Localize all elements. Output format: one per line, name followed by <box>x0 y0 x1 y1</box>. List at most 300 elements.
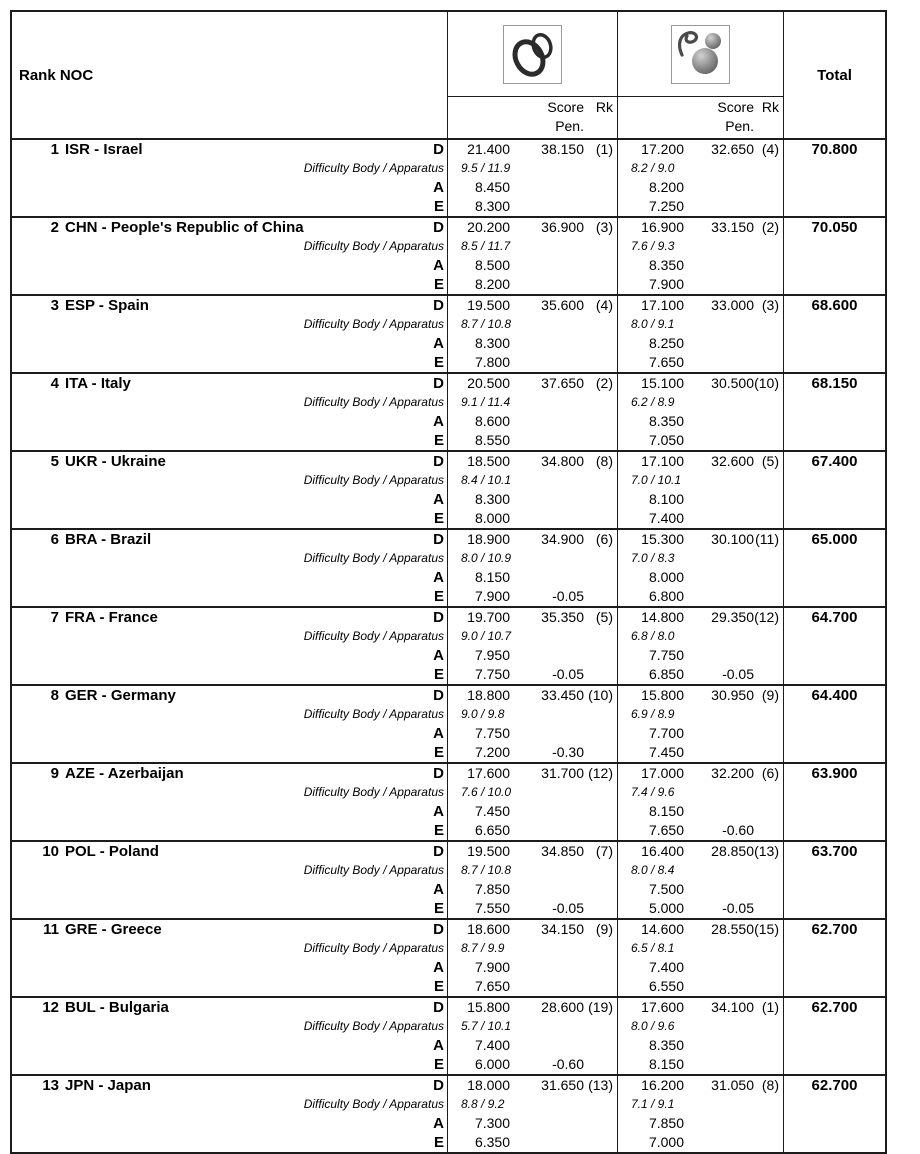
team-rank: 9 <box>50 765 59 782</box>
a-line <box>12 1114 885 1133</box>
app1-penalty-value <box>510 197 584 216</box>
a-score-label: A <box>433 335 444 352</box>
rk-column-header: Rk <box>595 99 613 115</box>
difficulty-line <box>12 549 885 568</box>
team-rank: 12 <box>42 999 59 1016</box>
app2-d-value: 17.100 <box>641 297 684 313</box>
team-total-score: 62.700 <box>783 1076 885 1095</box>
app1-e-value: 8.200 <box>474 276 510 292</box>
team-result-block <box>12 684 885 762</box>
app2-penalty-value: -0.05 <box>722 666 754 682</box>
team-result-block <box>12 528 885 606</box>
app2-rank-value: (9) <box>761 687 779 703</box>
team-rank: 3 <box>50 297 59 314</box>
a-score-label: A <box>433 647 444 664</box>
app2-score-value: 28.550 <box>711 921 754 937</box>
apparatus-2-subheader <box>618 97 783 138</box>
difficulty-line <box>12 705 885 724</box>
d-line <box>12 920 885 939</box>
d-score-label: D <box>433 843 444 860</box>
e-score-label: E <box>433 276 444 293</box>
app1-rank-value: (5) <box>595 609 613 625</box>
app2-d-value: 15.100 <box>641 375 684 391</box>
difficulty-line <box>12 159 885 178</box>
e-line <box>12 899 885 918</box>
app1-rank-value: (10) <box>588 687 613 703</box>
app1-a-value: 8.600 <box>474 413 510 429</box>
e-score-label: E <box>433 354 444 371</box>
team-rank: 7 <box>50 609 59 626</box>
app2-a-value: 8.250 <box>648 335 684 351</box>
app1-d-value: 18.000 <box>467 1077 510 1093</box>
team-noc-name: ITA - Italy <box>65 375 131 392</box>
d-score-label: D <box>433 1077 444 1094</box>
app1-d-value: 19.500 <box>467 843 510 859</box>
app1-score-value: 34.800 <box>541 453 584 469</box>
app2-rank-value: (10) <box>754 375 779 391</box>
app1-a-value: 8.300 <box>474 335 510 351</box>
app1-score-value: 38.150 <box>541 141 584 157</box>
team-total-score: 68.600 <box>783 296 885 315</box>
team-result-block <box>12 294 885 372</box>
app2-e-value: 6.550 <box>648 978 684 994</box>
d-score-label: D <box>433 375 444 392</box>
app1-score-value: 37.650 <box>541 375 584 391</box>
score-column-header: Score <box>717 99 754 115</box>
team-result-block <box>12 762 885 840</box>
app2-a-value: 8.350 <box>648 413 684 429</box>
d-score-label: D <box>433 219 444 236</box>
app1-d-value: 17.600 <box>467 765 510 781</box>
team-result-block <box>12 450 885 528</box>
app1-rank-value: (2) <box>595 375 613 391</box>
app1-a-value: 8.450 <box>474 179 510 195</box>
difficulty-label: Difficulty Body / Apparatus <box>303 161 444 175</box>
app2-score-value: 29.350 <box>711 609 754 625</box>
e-line <box>12 431 885 450</box>
app2-penalty-value <box>684 743 754 762</box>
app2-a-value: 7.850 <box>648 1115 684 1131</box>
a-line <box>12 646 885 665</box>
difficulty-line <box>12 939 885 958</box>
app2-score-value: 32.600 <box>711 453 754 469</box>
app1-difficulty-values: 8.8 / 9.2 <box>461 1097 505 1111</box>
total-column-header: Total <box>783 12 885 138</box>
app1-e-value: 8.000 <box>474 510 510 526</box>
app2-e-value: 7.450 <box>648 744 684 760</box>
a-line <box>12 178 885 197</box>
app1-d-value: 20.200 <box>467 219 510 235</box>
d-line <box>12 764 885 783</box>
app2-e-value: 6.850 <box>648 666 684 682</box>
d-line <box>12 140 885 159</box>
app1-penalty-value: -0.30 <box>552 744 584 760</box>
a-score-label: A <box>433 569 444 586</box>
app2-e-value: 7.250 <box>648 198 684 214</box>
app2-penalty-value <box>684 587 754 606</box>
difficulty-label: Difficulty Body / Apparatus <box>303 239 444 253</box>
app2-penalty-value: -0.05 <box>722 900 754 916</box>
d-line <box>12 530 885 549</box>
app2-e-value: 7.400 <box>648 510 684 526</box>
difficulty-line <box>12 861 885 880</box>
a-score-label: A <box>433 881 444 898</box>
app2-rank-value: (5) <box>761 453 779 469</box>
app1-a-value: 7.950 <box>474 647 510 663</box>
app2-a-value: 7.500 <box>648 881 684 897</box>
app2-score-value: 32.650 <box>711 141 754 157</box>
app2-difficulty-values: 7.1 / 9.1 <box>631 1097 675 1111</box>
e-score-label: E <box>433 432 444 449</box>
app2-difficulty-values: 8.0 / 8.4 <box>631 863 675 877</box>
app2-a-value: 8.000 <box>648 569 684 585</box>
app2-penalty-value <box>684 275 754 294</box>
app2-rank-value: (12) <box>754 609 779 625</box>
app2-score-value: 31.050 <box>711 1077 754 1093</box>
app2-penalty-value <box>684 1055 754 1074</box>
team-result-block <box>12 996 885 1074</box>
app1-rank-value: (4) <box>595 297 613 313</box>
app2-e-value: 7.050 <box>648 432 684 448</box>
a-line <box>12 412 885 431</box>
app1-difficulty-values: 8.0 / 10.9 <box>461 551 512 565</box>
app1-e-value: 6.000 <box>474 1056 510 1072</box>
e-line <box>12 1133 885 1152</box>
d-line <box>12 452 885 471</box>
app1-penalty-value <box>510 275 584 294</box>
app2-a-value: 8.200 <box>648 179 684 195</box>
app1-e-value: 7.650 <box>474 978 510 994</box>
app1-score-value: 34.900 <box>541 531 584 547</box>
team-total-score: 62.700 <box>783 998 885 1017</box>
app2-score-value: 30.100 <box>711 531 754 547</box>
app1-difficulty-values: 9.0 / 9.8 <box>461 707 505 721</box>
app1-penalty-value <box>510 509 584 528</box>
app1-a-value: 8.300 <box>474 491 510 507</box>
app2-rank-value: (11) <box>755 531 779 547</box>
team-total-score: 63.900 <box>783 764 885 783</box>
app2-e-value: 8.150 <box>648 1056 684 1072</box>
a-line <box>12 256 885 275</box>
app2-d-value: 17.000 <box>641 765 684 781</box>
app2-difficulty-values: 6.5 / 8.1 <box>631 941 675 955</box>
app1-e-value: 7.550 <box>474 900 510 916</box>
app1-e-value: 7.200 <box>474 744 510 760</box>
app2-difficulty-values: 6.2 / 8.9 <box>631 395 675 409</box>
difficulty-label: Difficulty Body / Apparatus <box>303 785 444 799</box>
app1-d-value: 21.400 <box>467 141 510 157</box>
app1-score-value: 34.150 <box>541 921 584 937</box>
app2-e-value: 7.650 <box>648 822 684 838</box>
app1-rank-value: (9) <box>595 921 613 937</box>
difficulty-line <box>12 1017 885 1036</box>
table-header <box>12 12 885 138</box>
e-score-label: E <box>433 198 444 215</box>
app2-e-value: 5.000 <box>648 900 684 916</box>
app1-score-value: 34.850 <box>541 843 584 859</box>
d-score-label: D <box>433 141 444 158</box>
difficulty-label: Difficulty Body / Apparatus <box>303 473 444 487</box>
difficulty-label: Difficulty Body / Apparatus <box>303 707 444 721</box>
app1-e-value: 7.750 <box>474 666 510 682</box>
app2-difficulty-values: 7.0 / 10.1 <box>631 473 682 487</box>
app1-a-value: 7.900 <box>474 959 510 975</box>
app2-difficulty-values: 7.0 / 8.3 <box>631 551 675 565</box>
app1-difficulty-values: 9.1 / 11.4 <box>461 395 511 409</box>
app2-difficulty-values: 6.8 / 8.0 <box>631 629 675 643</box>
app2-penalty-value: -0.60 <box>722 822 754 838</box>
e-score-label: E <box>433 978 444 995</box>
app1-penalty-value <box>510 431 584 450</box>
d-score-label: D <box>433 297 444 314</box>
apparatus-2-icon-area <box>618 12 783 97</box>
app1-rank-value: (8) <box>595 453 613 469</box>
app1-rank-value: (19) <box>588 999 613 1015</box>
team-rank: 4 <box>50 375 59 392</box>
team-rank: 6 <box>50 531 59 548</box>
app2-rank-value: (15) <box>754 921 779 937</box>
app2-score-value: 32.200 <box>711 765 754 781</box>
team-rank: 10 <box>42 843 59 860</box>
app1-score-value: 31.700 <box>541 765 584 781</box>
app2-d-value: 17.600 <box>641 999 684 1015</box>
a-line <box>12 1036 885 1055</box>
team-result-block <box>12 216 885 294</box>
a-score-label: A <box>433 257 444 274</box>
e-score-label: E <box>433 588 444 605</box>
app1-penalty-value: -0.05 <box>552 588 584 604</box>
app2-difficulty-values: 7.6 / 9.3 <box>631 239 675 253</box>
app1-e-value: 6.350 <box>474 1134 510 1150</box>
d-score-label: D <box>433 687 444 704</box>
app1-a-value: 7.400 <box>474 1037 510 1053</box>
app2-difficulty-values: 6.9 / 8.9 <box>631 707 675 721</box>
team-total-score: 62.700 <box>783 920 885 939</box>
app1-score-value: 35.600 <box>541 297 584 313</box>
app1-e-value: 7.800 <box>474 354 510 370</box>
app2-a-value: 8.350 <box>648 257 684 273</box>
app2-a-value: 8.150 <box>648 803 684 819</box>
d-line <box>12 374 885 393</box>
difficulty-line <box>12 783 885 802</box>
app2-e-value: 6.800 <box>648 588 684 604</box>
difficulty-line <box>12 1095 885 1114</box>
app2-d-value: 16.900 <box>641 219 684 235</box>
team-noc-name: GER - Germany <box>65 687 176 704</box>
team-rank: 11 <box>43 921 59 938</box>
app1-penalty-value <box>510 821 584 840</box>
difficulty-label: Difficulty Body / Apparatus <box>303 551 444 565</box>
team-rank: 13 <box>42 1077 59 1094</box>
app2-d-value: 15.800 <box>641 687 684 703</box>
team-noc-name: BUL - Bulgaria <box>65 999 169 1016</box>
app1-rank-value: (13) <box>588 1077 613 1093</box>
app1-d-value: 18.800 <box>467 687 510 703</box>
a-score-label: A <box>433 413 444 430</box>
app1-d-value: 18.500 <box>467 453 510 469</box>
a-line <box>12 568 885 587</box>
e-score-label: E <box>433 900 444 917</box>
team-result-block <box>12 1074 885 1152</box>
difficulty-label: Difficulty Body / Apparatus <box>303 941 444 955</box>
app1-difficulty-values: 8.7 / 9.9 <box>461 941 505 955</box>
d-line <box>12 998 885 1017</box>
d-line <box>12 686 885 705</box>
a-line <box>12 958 885 977</box>
app1-difficulty-values: 9.5 / 11.9 <box>461 161 511 175</box>
a-score-label: A <box>433 491 444 508</box>
app2-difficulty-values: 7.4 / 9.6 <box>631 785 675 799</box>
team-result-block <box>12 606 885 684</box>
team-total-score: 64.400 <box>783 686 885 705</box>
rank-noc-header: Rank NOC <box>19 66 94 84</box>
app2-difficulty-values: 8.0 / 9.1 <box>631 317 675 331</box>
difficulty-line <box>12 393 885 412</box>
difficulty-label: Difficulty Body / Apparatus <box>303 1097 444 1111</box>
app1-rank-value: (7) <box>595 843 613 859</box>
app1-difficulty-values: 7.6 / 10.0 <box>461 785 512 799</box>
team-noc-name: FRA - France <box>65 609 158 626</box>
a-score-label: A <box>433 725 444 742</box>
app1-a-value: 7.450 <box>474 803 510 819</box>
team-total-score: 65.000 <box>783 530 885 549</box>
team-result-block <box>12 840 885 918</box>
e-line <box>12 665 885 684</box>
results-table <box>10 10 887 1154</box>
pen-column-header: Pen. <box>725 118 754 134</box>
difficulty-label: Difficulty Body / Apparatus <box>303 1019 444 1033</box>
app2-d-value: 14.600 <box>641 921 684 937</box>
app1-a-value: 7.300 <box>474 1115 510 1131</box>
app1-d-value: 15.800 <box>467 999 510 1015</box>
app1-a-value: 7.750 <box>474 725 510 741</box>
app2-score-value: 33.150 <box>711 219 754 235</box>
app1-score-value: 28.600 <box>541 999 584 1015</box>
app1-rank-value: (12) <box>588 765 613 781</box>
team-result-block <box>12 372 885 450</box>
score-column-header: Score <box>547 99 584 115</box>
app1-e-value: 6.650 <box>474 822 510 838</box>
app1-penalty-value <box>510 977 584 996</box>
a-line <box>12 490 885 509</box>
team-total-score: 63.700 <box>783 842 885 861</box>
e-line <box>12 977 885 996</box>
team-noc-name: GRE - Greece <box>65 921 162 938</box>
hoops-apparatus-icon <box>503 25 562 84</box>
difficulty-line <box>12 315 885 334</box>
app2-a-value: 8.350 <box>648 1037 684 1053</box>
app1-e-value: 8.300 <box>474 198 510 214</box>
e-line <box>12 353 885 372</box>
apparatus-2-header <box>617 12 783 138</box>
app2-a-value: 8.100 <box>648 491 684 507</box>
app1-difficulty-values: 8.5 / 11.7 <box>461 239 511 253</box>
app2-penalty-value <box>684 509 754 528</box>
team-total-score: 64.700 <box>783 608 885 627</box>
difficulty-line <box>12 627 885 646</box>
e-score-label: E <box>433 510 444 527</box>
app2-d-value: 15.300 <box>641 531 684 547</box>
app1-rank-value: (1) <box>595 141 613 157</box>
team-noc-name: ISR - Israel <box>65 141 143 158</box>
app2-penalty-value <box>684 197 754 216</box>
e-line <box>12 1055 885 1074</box>
app2-penalty-value <box>684 1133 754 1152</box>
rk-column-header: Rk <box>761 99 779 115</box>
team-noc-name: UKR - Ukraine <box>65 453 166 470</box>
a-score-label: A <box>433 803 444 820</box>
app1-difficulty-values: 8.7 / 10.8 <box>461 863 512 877</box>
app1-penalty-value <box>510 353 584 372</box>
team-rank: 8 <box>50 687 59 704</box>
team-rank: 2 <box>50 219 59 236</box>
difficulty-line <box>12 471 885 490</box>
app2-d-value: 14.800 <box>641 609 684 625</box>
e-line <box>12 821 885 840</box>
app1-score-value: 36.900 <box>541 219 584 235</box>
app2-rank-value: (4) <box>761 141 779 157</box>
app1-score-value: 35.350 <box>541 609 584 625</box>
d-score-label: D <box>433 765 444 782</box>
d-score-label: D <box>433 999 444 1016</box>
a-score-label: A <box>433 959 444 976</box>
app1-rank-value: (6) <box>595 531 613 547</box>
team-total-score: 70.800 <box>783 140 885 159</box>
team-result-block <box>12 918 885 996</box>
d-line <box>12 608 885 627</box>
team-noc-name: CHN - People's Republic of China <box>65 219 304 236</box>
app2-e-value: 7.900 <box>648 276 684 292</box>
app1-score-value: 33.450 <box>541 687 584 703</box>
team-noc-name: JPN - Japan <box>65 1077 151 1094</box>
a-line <box>12 802 885 821</box>
e-score-label: E <box>433 822 444 839</box>
app1-e-value: 7.900 <box>474 588 510 604</box>
app2-e-value: 7.000 <box>648 1134 684 1150</box>
app2-rank-value: (3) <box>761 297 779 313</box>
app1-d-value: 18.600 <box>467 921 510 937</box>
app1-difficulty-values: 5.7 / 10.1 <box>461 1019 512 1033</box>
app1-a-value: 7.850 <box>474 881 510 897</box>
app2-a-value: 7.400 <box>648 959 684 975</box>
d-score-label: D <box>433 921 444 938</box>
app2-rank-value: (13) <box>754 843 779 859</box>
difficulty-line <box>12 237 885 256</box>
app1-score-value: 31.650 <box>541 1077 584 1093</box>
app2-penalty-value <box>684 977 754 996</box>
difficulty-label: Difficulty Body / Apparatus <box>303 863 444 877</box>
app1-a-value: 8.500 <box>474 257 510 273</box>
app2-d-value: 17.100 <box>641 453 684 469</box>
e-score-label: E <box>433 666 444 683</box>
a-score-label: A <box>433 1037 444 1054</box>
app1-d-value: 18.900 <box>467 531 510 547</box>
app2-d-value: 16.400 <box>641 843 684 859</box>
app2-score-value: 33.000 <box>711 297 754 313</box>
app1-rank-value: (3) <box>595 219 613 235</box>
d-score-label: D <box>433 609 444 626</box>
e-line <box>12 587 885 606</box>
app1-penalty-value: -0.05 <box>552 900 584 916</box>
a-line <box>12 880 885 899</box>
e-line <box>12 743 885 762</box>
app2-score-value: 34.100 <box>711 999 754 1015</box>
e-score-label: E <box>433 1056 444 1073</box>
team-total-score: 70.050 <box>783 218 885 237</box>
team-total-score: 67.400 <box>783 452 885 471</box>
app2-score-value: 30.950 <box>711 687 754 703</box>
pen-column-header: Pen. <box>555 118 584 134</box>
